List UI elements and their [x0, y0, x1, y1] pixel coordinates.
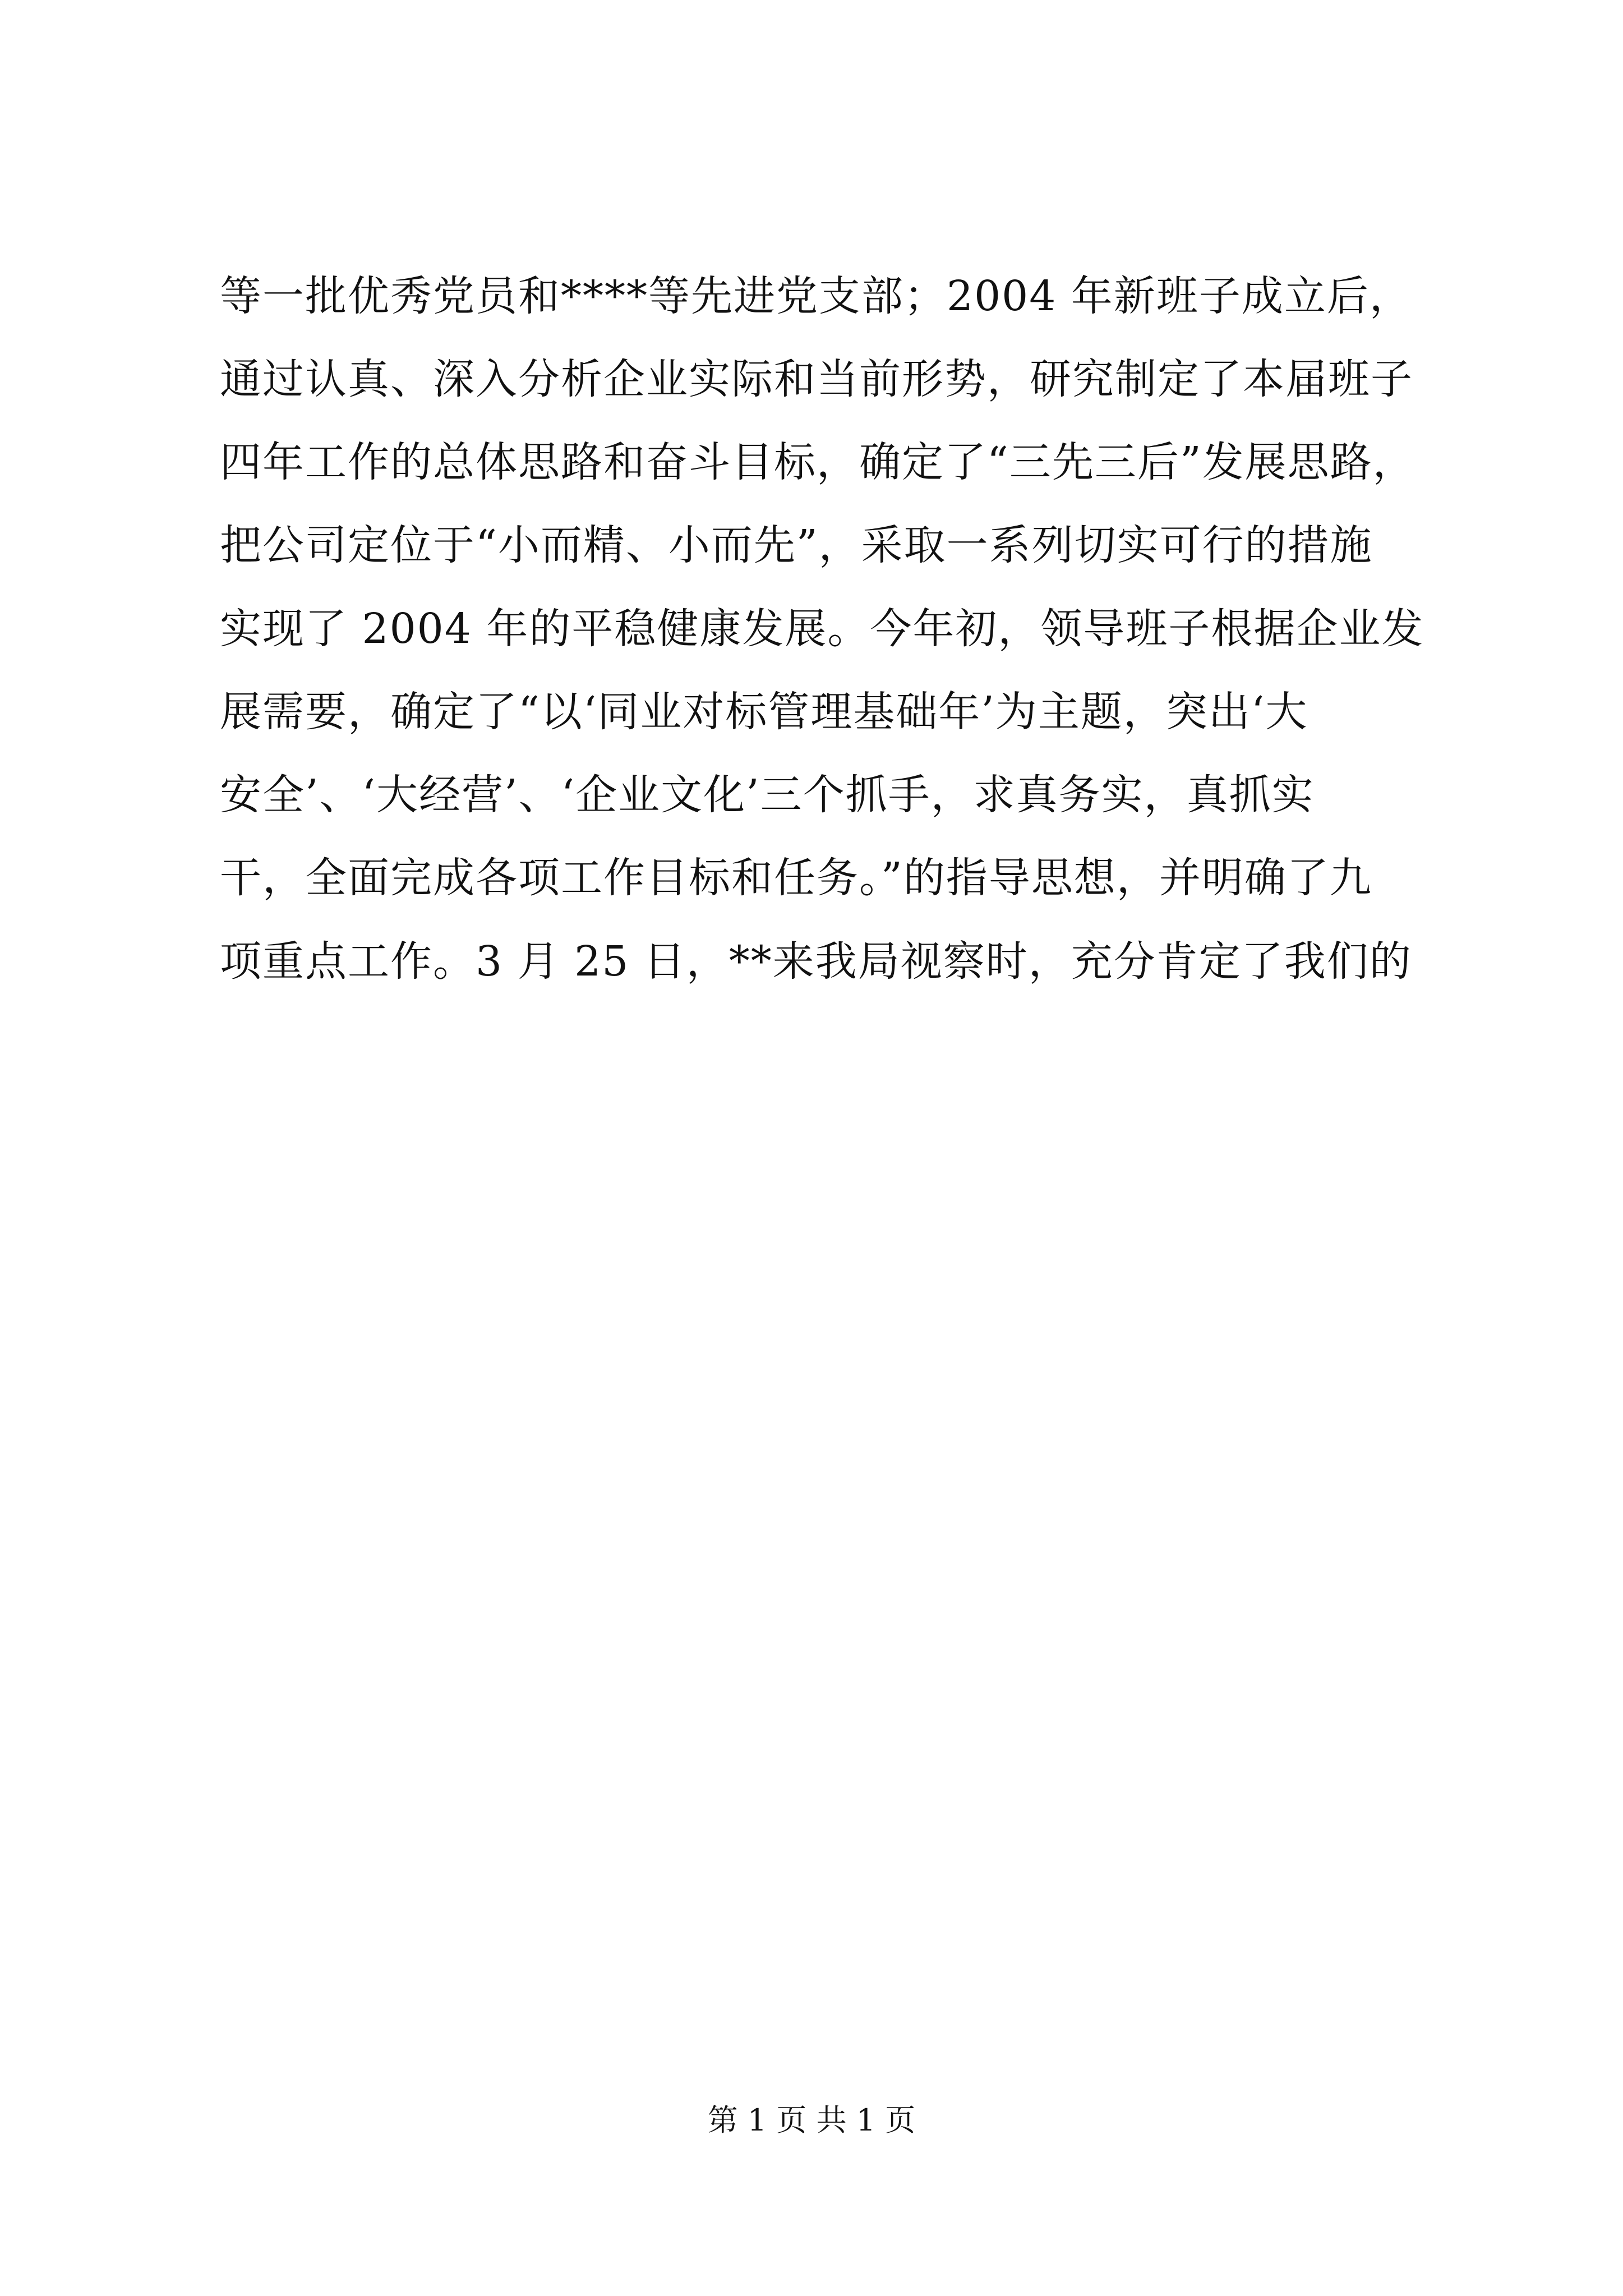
text-line: 四年工作的总体思路和奋斗目标，确定了“三先三后”发展思路，	[220, 438, 1415, 486]
text-line: 实现了 2004 年的平稳健康发展。今年初，领导班子根据企业发	[220, 605, 1424, 653]
text-line: 把公司定位于“小而精、小而先”，采取一系列切实可行的措施	[220, 521, 1373, 569]
text-line: 干，全面完成各项工作目标和任务。”的指导思想，并明确了九	[220, 854, 1372, 902]
page-number-footer: 第 1 页 共 1 页	[707, 2102, 916, 2138]
text-line: 展需要，确定了“以‘同业对标管理基础年’为主题，突出‘大	[220, 688, 1308, 736]
text-line: 项重点工作。3 月 25 日，**来我局视察时，充分肯定了我们的	[220, 937, 1412, 986]
text-line: 等一批优秀党员和****等先进党支部；2004 年新班子成立后，	[220, 272, 1412, 320]
text-line: 安全’、‘大经营’、‘企业文化’三个抓手，求真务实，真抓实	[220, 771, 1315, 819]
text-line: 通过认真、深入分析企业实际和当前形势，研究制定了本届班子	[220, 355, 1413, 403]
